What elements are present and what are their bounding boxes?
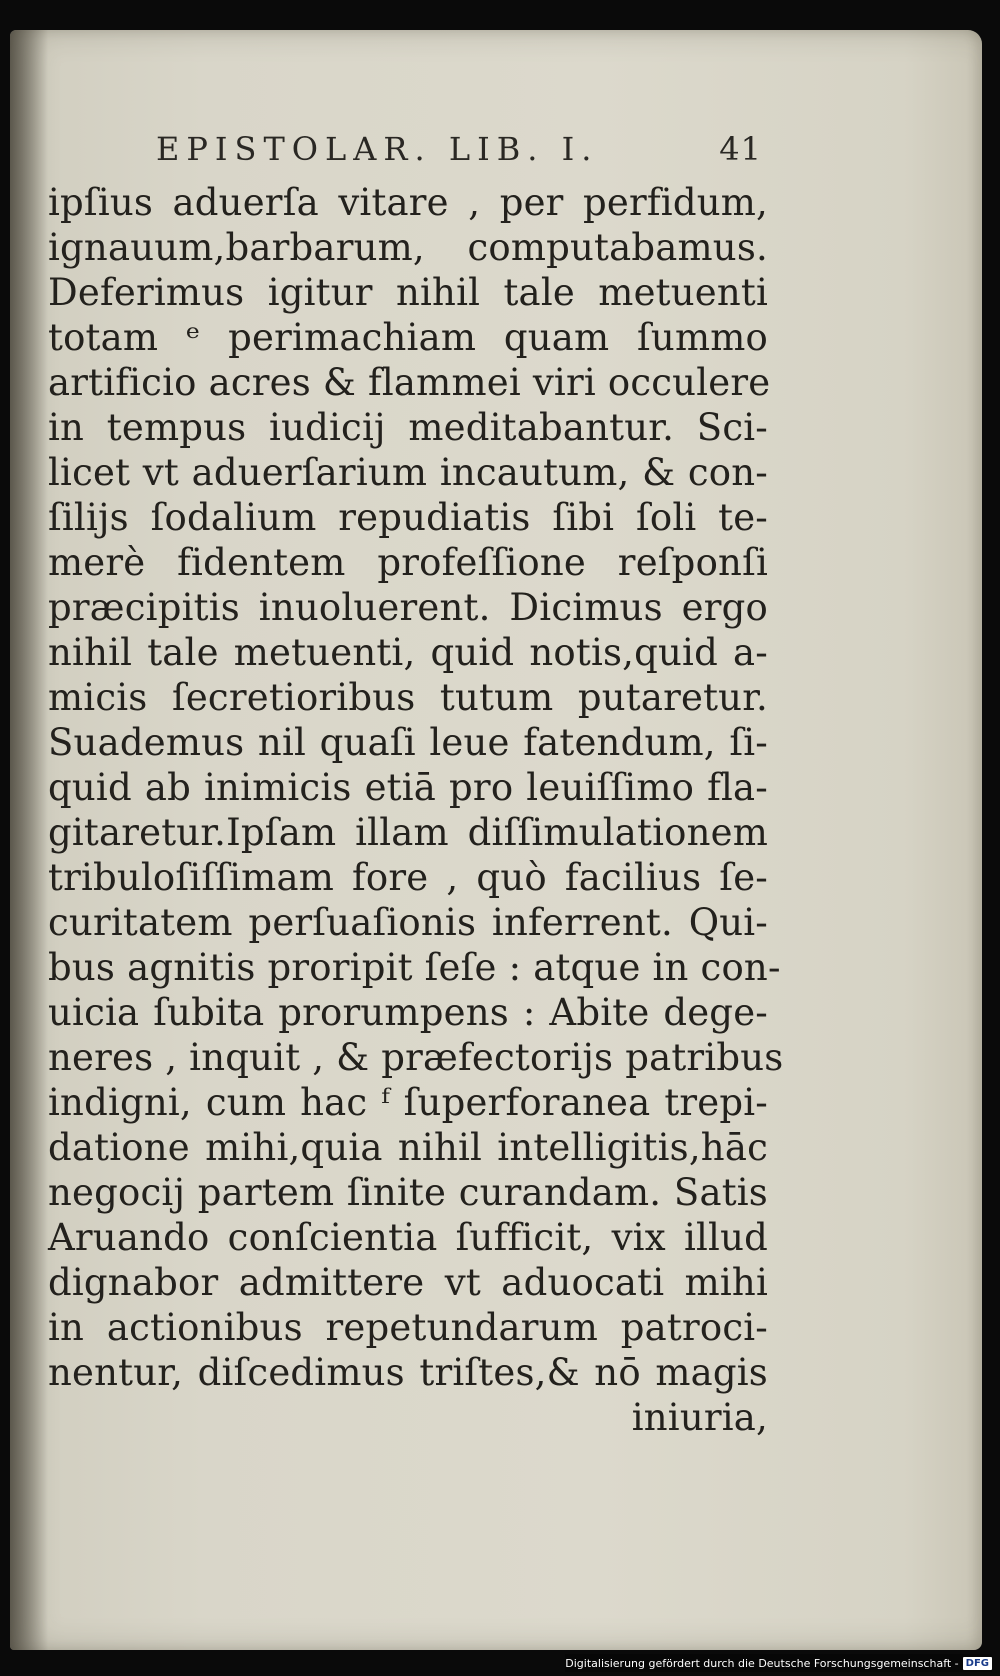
text-line: nihil tale metuenti, quid notis,quid a- [48,631,768,674]
funding-credit: Digitalisierung gefördert durch die Deutsche Forschungsgemeinschaft - [565,1656,959,1670]
text-line: uicia ſubita prorumpens : Abite dege- [48,991,768,1034]
page-header [156,130,762,176]
spine-shadow [10,30,48,1650]
text-line: neres , inquit , & præfectorijs patribus [48,1036,784,1079]
text-line: ignauum,barbarum, computabamus. [48,226,768,269]
text-line: Deferimus igitur nihil tale metuenti [48,271,768,314]
text-line: præcipitis inuoluerent. Dicimus ergo [48,586,768,629]
text-line: datione mihi,quia nihil intelligitis,hāc [48,1126,768,1169]
text-line: artificio acres & flammei viri occulere [48,361,771,404]
text-line: bus agnitis proripit ſeſe : atque in con- [48,946,781,989]
text-line: indigni, cum hac ᶠ ſuperforanea trepi- [48,1081,768,1124]
text-line: licet vt aduerſarium incautum, & con- [48,451,768,494]
text-line: merè fidentem profeſſione reſponſi [48,541,768,584]
text-line: negocij partem ſinite curandam. Satis [48,1171,768,1214]
text-line: in actionibus repetundarum patroci- [48,1306,768,1349]
text-line: Aruando conſcientia ſufficit, vix illud [48,1216,768,1259]
digitization-footer [565,1654,992,1672]
text-line: totam ᵉ perimachiam quam ſummo [48,316,768,359]
text-line: ſilijs ſodalium repudiatis ſibi ſoli te- [48,496,768,539]
book-page [10,30,982,1650]
text-line: in tempus iudicij meditabantur. Sci- [48,406,768,449]
text-line: gitaretur.Ipſam illam diſſimulationem [48,811,768,854]
text-line: curitatem perſuaſionis inferrent. Qui- [48,901,768,944]
text-line: ipſius aduerſa vitare , per perfidum, [48,181,768,224]
running-title: EPISTOLAR. LIB. I. [156,130,599,168]
dfg-logo: DFG [963,1657,992,1670]
body-text [48,180,784,1440]
page-number: 41 [719,130,762,168]
text-line: micis ſecretioribus tutum putaretur. [48,676,768,719]
text-line: dignabor admittere vt aduocati mihi [48,1261,768,1304]
text-line: Suademus nil quaſi leue fatendum, ſi- [48,721,768,764]
text-line: quid ab inimicis etiā pro leuiſſimo fla- [48,766,768,809]
text-line: nentur, diſcedimus triſtes,& nō magis [48,1351,768,1394]
catchword: iniuria, [631,1396,768,1439]
text-line: tribuloſiſſimam fore , quò facilius ſe- [48,856,768,899]
